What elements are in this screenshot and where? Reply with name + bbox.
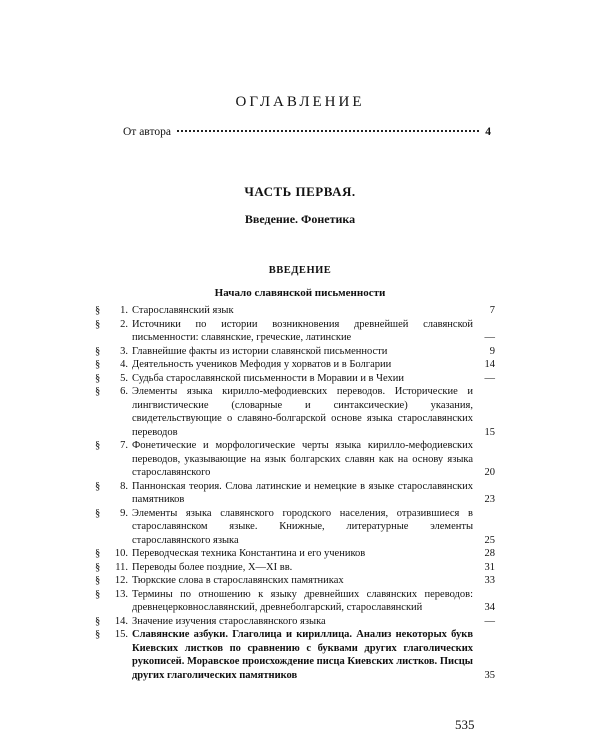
author-preface-label: От автора — [123, 126, 171, 138]
entry-text: Переводческая техника Константина и его учеников — [132, 548, 366, 559]
entry-number: 8. — [120, 480, 128, 492]
section-sign: § — [95, 359, 101, 370]
entry-text: Переводы более поздние, X—XI вв. — [132, 561, 293, 573]
author-preface-page: 4 — [485, 126, 491, 138]
entry-text: Деятельность учеников Мефодия у хорватов и в Болгарии — [132, 359, 392, 370]
entry-page-number: 14 — [484, 359, 495, 370]
entry-number: 5. — [120, 372, 128, 384]
introduction-heading: ВВЕДЕНИЕ — [268, 265, 332, 276]
contents-entry — [95, 588, 495, 615]
entry-text: Элементы языка кирилло-мефодиевских переводов. Исторические и лингвистические (словарные и синтаксические) указания, свидетельствующие о славяно-болгарской основе языка старославянских переводов — [132, 386, 473, 438]
section-heading: Начало славянской письменности — [214, 287, 386, 299]
entry-page-number: 9 — [489, 345, 495, 357]
section-sign: § — [95, 318, 101, 330]
page-number: 535 — [455, 717, 475, 732]
entry-text: Старославянский язык — [132, 305, 234, 316]
entry-text: Термины по отношению к языку древнейших славянских переводов: древнецерковнославянский, древнеболгарский, старославянский — [132, 588, 473, 613]
entry-number: 10. — [114, 548, 128, 559]
entry-page-number: 31 — [484, 561, 495, 573]
section-sign: § — [95, 386, 101, 397]
contents-entry — [95, 439, 495, 480]
section-sign: § — [95, 629, 101, 640]
section-sign: § — [95, 480, 101, 492]
entry-page-number: — — [484, 332, 495, 343]
entry-number: 4. — [120, 359, 128, 370]
contents-entries — [95, 304, 495, 682]
dot-leader — [177, 130, 479, 132]
entry-number: 6. — [120, 386, 128, 397]
entry-page-number: 28 — [484, 548, 495, 559]
entry-number: 11. — [115, 561, 128, 573]
entry-number: 12. — [114, 575, 128, 586]
entry-text: Фонетические и морфологические черты языка кирилло-мефодиевских переводов, указывающие на язык болгарских славян как на основу языка старославянского — [132, 440, 473, 478]
entry-text: Тюркские слова в старославянских памятниках — [132, 575, 344, 586]
entry-text: Судьба старославянской письменности в Моравии и в Чехии — [132, 372, 404, 384]
contents-entry — [95, 318, 495, 345]
entry-page-number: 23 — [484, 494, 495, 505]
entry-page-number: 35 — [484, 669, 495, 681]
entry-number: 3. — [120, 345, 128, 357]
section-sign: § — [95, 575, 101, 586]
section-sign: § — [95, 615, 101, 627]
entry-number: 1. — [120, 305, 128, 316]
contents-entry — [95, 628, 495, 682]
contents-entry — [95, 385, 495, 439]
section-sign: § — [95, 305, 101, 316]
entry-text: Паннонская теория. Слова латинские и немецкие в языке старославянских памятников — [132, 480, 473, 505]
entry-page-number: 15 — [484, 426, 495, 438]
entry-text: Элементы языка славянского городского населения, отразившиеся в старославянском языке. Книжные, литературные элементы старославянского языка — [132, 507, 473, 546]
entry-page-number: 25 — [484, 534, 495, 546]
part-title: ЧАСТЬ ПЕРВАЯ. — [244, 184, 356, 199]
contents-entry — [95, 547, 495, 561]
entry-number: 7. — [120, 440, 128, 451]
section-sign: § — [95, 372, 101, 384]
entry-page-number: — — [484, 615, 495, 627]
contents-entry — [95, 615, 495, 629]
entry-number: 9. — [120, 507, 128, 519]
contents-entry — [95, 345, 495, 359]
author-preface-entry — [123, 126, 491, 138]
entry-number: 13. — [114, 588, 128, 600]
entry-page-number: 33 — [484, 575, 495, 586]
section-sign: § — [95, 345, 101, 357]
contents-entry — [95, 358, 495, 372]
entry-number: 2. — [120, 318, 128, 330]
contents-entry — [95, 372, 495, 386]
entry-text: Значение изучения старославянского языка — [132, 615, 326, 627]
contents-entry — [95, 507, 495, 548]
entry-page-number: 20 — [484, 467, 495, 478]
contents-entry — [95, 561, 495, 575]
entry-text: Славянские азбуки. Глаголица и кириллица. Анализ некоторых букв Киевских листков по сравнению с буквами других глаголических рукописей. Моравское происхождение писца Киевских листков. Писцы других глаголических памятников — [132, 629, 473, 681]
section-sign: § — [95, 588, 101, 600]
entry-page-number: 34 — [484, 602, 495, 613]
contents-entry — [95, 574, 495, 588]
entry-page-number: — — [484, 372, 495, 384]
part-subtitle: Введение. Фонетика — [244, 212, 356, 226]
section-sign: § — [95, 507, 101, 519]
contents-entry — [95, 304, 495, 318]
entry-number: 14. — [114, 615, 128, 627]
entry-number: 15. — [114, 629, 128, 640]
entry-page-number: 7 — [489, 305, 495, 316]
section-sign: § — [95, 548, 101, 559]
entry-text: Источники по истории возникновения древнейшей славянской письменности: славянские, греческие, латинские — [132, 318, 473, 343]
section-sign: § — [95, 440, 101, 451]
entry-text: Главнейшие факты из истории славянской письменности — [132, 345, 388, 357]
table-of-contents-title: ОГЛАВЛЕНИЕ — [235, 94, 365, 110]
contents-entry — [95, 480, 495, 507]
section-sign: § — [95, 561, 101, 573]
